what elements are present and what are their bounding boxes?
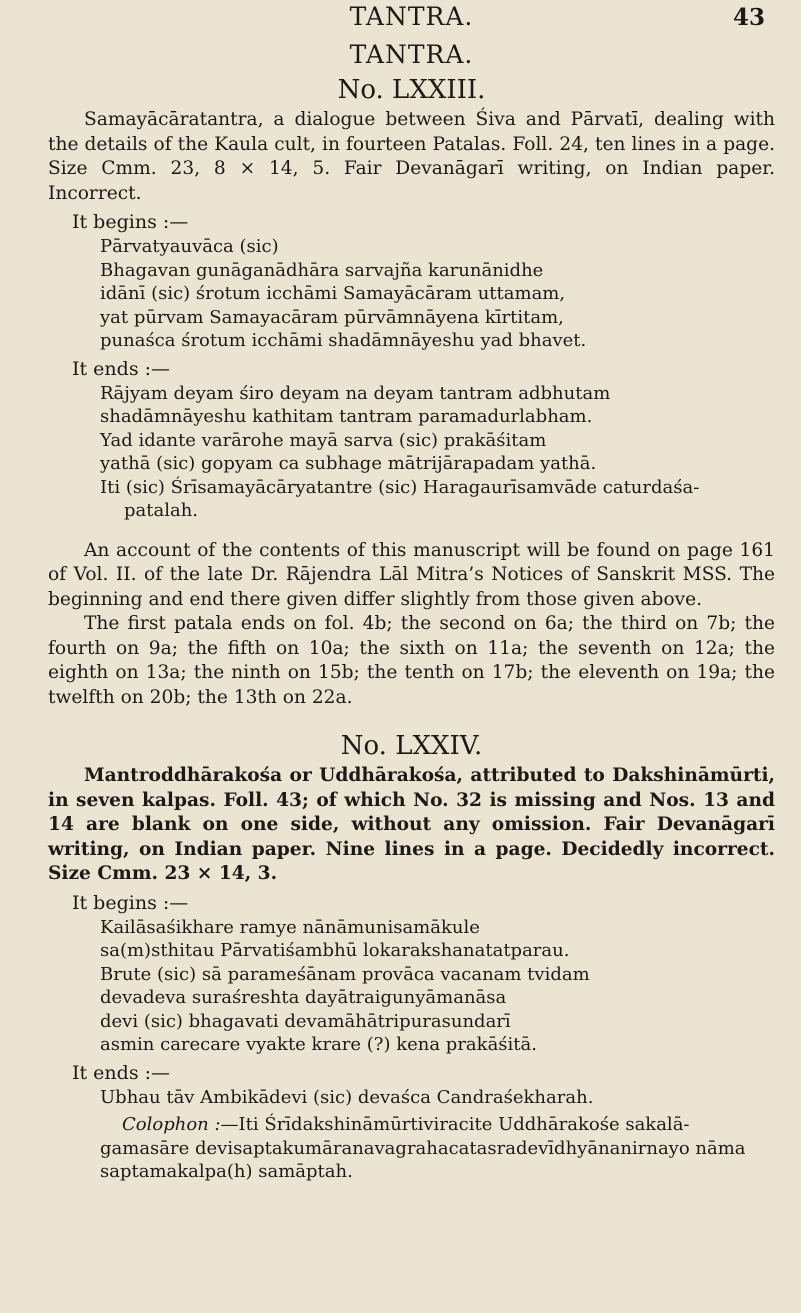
colophon-lead: Colophon : <box>122 1114 221 1135</box>
ends-label: It ends :— <box>72 1061 171 1084</box>
ends-label: It ends :— <box>72 357 171 380</box>
entry-description: Mantroddhārakośa or Uddhārakośa, attributed to Dakshināmūrti, in seven kalpas. Foll. 43; of which No. 32 is missing and Nos. 13 and 14 are blank on one side, without any omission. Fair Devanāgarī writing, on Indian paper. Nine lines in a page. Decidedly incorrect. Size Cmm. 23 × 14, 3. <box>48 765 775 884</box>
verse-line: Yad idante varārohe mayā sarva (sic) prakāśitam <box>100 429 547 451</box>
verse-line: sa(m)sthitau Pārvatiśambhū lokarakshanatatparau. <box>100 940 570 961</box>
verse-line: Rājyam deyam śiro deyam na deyam tantram adbhutam <box>100 382 611 404</box>
verse-line: yat pūrvam Samayacāram pūrvāmnāyena kīrtitam, <box>100 306 564 328</box>
verse-line: idānī (sic) śrotum icchāmi Samayācāram uttamam, <box>100 283 566 304</box>
verse-line: Ubhau tāv Ambikādevi (sic) devaśca Candraśekharah. <box>100 1086 594 1108</box>
colophon-text: —Iti Śrīdakshināmūrtiviracite Uddhārakośe sakalā-gamasāre devisaptakumāranavagrahacatasradevīdhyānanirnayo nāma saptamakalpa(h) samāptah. <box>100 1114 746 1182</box>
note-paragraph: An account of the contents of this manuscript will be found on page 161 of Vol. II. of the late Dr. Rājendra Lāl Mitra’s Notices of Sanskrit MSS. The beginning and end there given differ slightly from those given above. <box>48 539 775 610</box>
begins-label: It begins :— <box>72 211 189 233</box>
begins-label: It begins :— <box>72 891 189 914</box>
verse-line: Pārvatyauvāca (sic) <box>100 236 279 257</box>
colophon <box>100 1113 775 1184</box>
verse-line: punaśca śrotum icchāmi shadāmnāyeshu yad bhavet. <box>100 330 587 351</box>
verse-line: shadāmnāyeshu kathitam tantram paramadurlabham. <box>100 406 593 427</box>
verse-line: devi (sic) bhagavati devamāhātripurasundarī <box>100 1010 511 1032</box>
page-number: 43 <box>732 4 765 31</box>
verse-line: devadeva suraśreshta dayātraigunyāmanāsa <box>100 987 507 1008</box>
verse-line: asmin carecare vyakte krare (?) kena prakāśitā. <box>100 1034 537 1055</box>
entry-number: No. LXXIV. <box>340 731 483 761</box>
verse-line: Bhagavan gunāganādhāra sarvajña karunānidhe <box>100 259 544 281</box>
verse-line: yathā (sic) gopyam ca subhage mātrijārapadam yathā. <box>100 453 597 474</box>
entry-number: No. LXXIII. <box>337 75 486 105</box>
verse-line: Kailāsaśikhare ramye nānāmunisamākule <box>100 916 480 938</box>
running-head <box>48 0 775 36</box>
verse-line: Iti (sic) Śrīsamayācāryatantre (sic) Haragaurīsamvāde caturdaśa- <box>100 476 700 498</box>
note-paragraph: The first patala ends on fol. 4b; the second on 6a; the third on 7b; the fourth on 9a; the fifth on 10a; the sixth on 11a; the seventh on 12a; the eighth on 13a; the ninth on 15b; the tenth on 17b; the eleventh on 19a; the twelfth on 20b; the 13th on 22a. <box>48 613 775 708</box>
entry-description: Samayācāratantra, a dialogue between Śiva and Pārvatī, dealing with the details of the Kaula cult, in fourteen Patalas. Foll. 24, ten lines in a page. Size Cmm. 23, 8 × 14, 5. Fair Devanāgarī writing, on Indian paper. Incorrect. <box>48 109 775 204</box>
verse-line: Brute (sic) sā parameśānam provāca vacanam tvidam <box>100 963 590 985</box>
section-title: TANTRA. <box>349 40 474 69</box>
verse-continuation: patalah. <box>124 500 199 521</box>
running-title: TANTRA. <box>349 2 474 31</box>
